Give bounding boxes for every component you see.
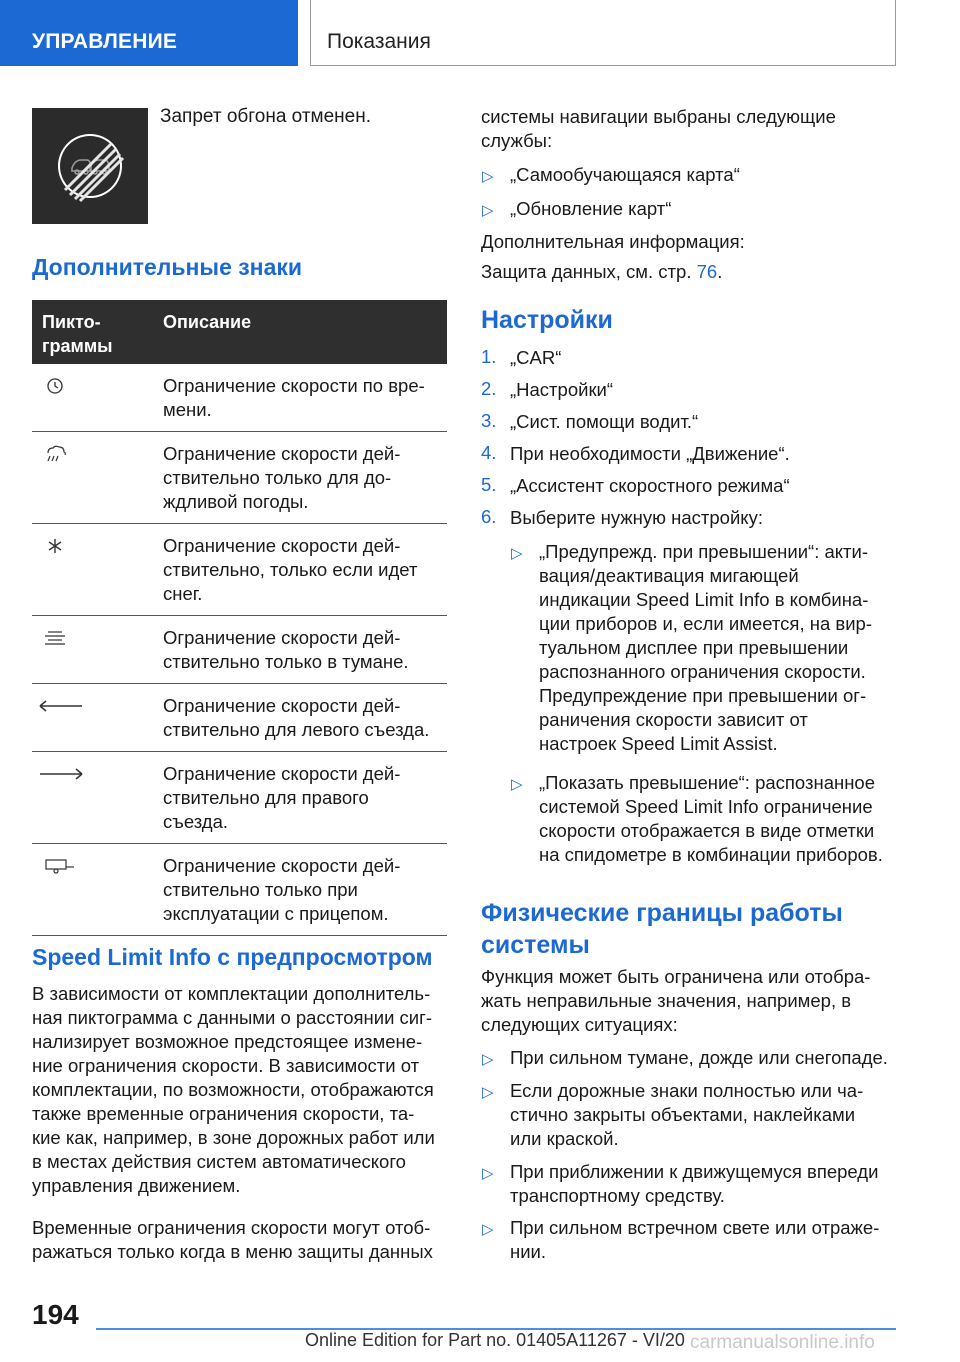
text-line: на спидометре в комбинации приборов. (539, 844, 883, 865)
bullet-triangle-icon: ▷ (482, 1221, 494, 1238)
sign-caption: Запрет обгона отменен. (160, 106, 371, 127)
step-number: 5. (481, 474, 497, 495)
text-line: При приближении к движущемуся впереди (510, 1161, 879, 1182)
text-line: транспортному средству. (510, 1185, 725, 1206)
text-line: распознанного ограничения скорости. (539, 661, 866, 682)
row-text-line: Ограничение скорости дей- (163, 535, 401, 556)
row-text-line: ствительно для правого (163, 787, 369, 808)
text-line: системы навигации выбраны следующие (481, 106, 836, 127)
column-header-description: Описание (163, 312, 252, 332)
row-text-line: ствительно только в тумане. (163, 651, 409, 672)
list-item (510, 1079, 863, 1151)
table-row (32, 616, 447, 684)
trailer-icon (40, 856, 80, 876)
speed-limit-paragraph-1 (32, 982, 452, 1198)
table-row (32, 684, 447, 752)
text-line: скорости отображается в виде отметки (539, 820, 875, 841)
additional-signs-table (32, 300, 447, 936)
table-row (32, 844, 447, 936)
row-text-line: эксплуатации с прицепом. (163, 903, 389, 924)
row-text-line: снег. (163, 583, 203, 604)
table-row (32, 524, 447, 616)
list-item: „Обновление карт“ (510, 198, 672, 219)
text-line: Функция может быть ограничена или отобра- (481, 966, 871, 987)
speed-limit-paragraph-2 (32, 1216, 452, 1264)
text-line: ние ограничения скорости. В зависимости от (32, 1055, 420, 1076)
text-line: В зависимости от комплектации дополнитель- (32, 983, 431, 1004)
text-line: ции приборов и, если имеется, на вир- (539, 613, 872, 634)
privacy-end: . (717, 261, 723, 282)
step-number: 6. (481, 506, 497, 527)
speed-limit-info-heading: Speed Limit Info с предпросмотром (32, 944, 433, 970)
edition-text: Online Edition for Part no. 01405A11267 - VI/20 (305, 1330, 685, 1350)
page-link[interactable]: 76 (696, 261, 718, 282)
text-line: „Показать превышение“: распознанное (539, 772, 875, 793)
text-line: стично закрыты объектами, наклейками (510, 1104, 856, 1125)
text-line: в местах действия систем автоматического (32, 1151, 406, 1172)
text-line: следующих ситуациях: (481, 1014, 678, 1035)
bullet-triangle-icon: ▷ (511, 776, 523, 793)
privacy-reference (481, 260, 896, 284)
step-number: 2. (481, 378, 497, 399)
row-text-line: Ограничение скорости дей- (163, 443, 401, 464)
row-text-line: ждливой погоды. (163, 491, 309, 512)
continued-paragraph (481, 105, 896, 153)
rain-icon (40, 444, 70, 464)
text-line: кие как, например, в зоне дорожных работ или (32, 1127, 435, 1148)
step-number: 3. (481, 410, 497, 431)
step-text: Выберите нужную настройку: (510, 507, 763, 528)
bullet-triangle-icon: ▷ (482, 1084, 494, 1101)
bullet-triangle-icon: ▷ (482, 168, 494, 185)
step-text: При необходимости „Движение“. (510, 443, 790, 464)
step-number: 4. (481, 442, 497, 463)
bullet-triangle-icon: ▷ (482, 1051, 494, 1068)
text-line: службы: (481, 130, 553, 151)
list-item (539, 771, 899, 867)
text-line: Временные ограничения скорости могут отоб- (32, 1217, 431, 1238)
text-line: нии. (510, 1241, 547, 1262)
text-line: „Предупрежд. при превышении“: акти- (539, 541, 869, 562)
text-line: настроек Speed Limit Assist. (539, 733, 778, 754)
physical-intro (481, 965, 896, 1037)
row-text-line: съезда. (163, 811, 228, 832)
text-line: жать неправильные значения, например, в (481, 990, 852, 1011)
text-line: или краской. (510, 1128, 619, 1149)
step-text: „Сист. помощи водит.“ (510, 411, 699, 432)
settings-heading: Настройки (481, 306, 613, 334)
watermark: carmanualsonline.info (690, 1332, 875, 1353)
step-text: „Ассистент скоростного режима“ (510, 475, 790, 496)
text-line: также временные ограничения скорости, та- (32, 1103, 415, 1124)
bullet-triangle-icon: ▷ (482, 202, 494, 219)
text-line: системой Speed Limit Info ограничение (539, 796, 873, 817)
text-line: управления движением. (32, 1175, 241, 1196)
no-overtaking-end-sign-image (32, 108, 148, 224)
additional-signs-heading: Дополнительные знаки (32, 254, 303, 280)
text-line: При сильном тумане, дожде или снегопаде. (510, 1047, 888, 1068)
snowflake-icon (40, 536, 70, 556)
table-row (32, 752, 447, 844)
text-line: туальном дисплее при превышении (539, 637, 849, 658)
row-text-line: Ограничение скорости дей- (163, 627, 401, 648)
bullet-triangle-icon: ▷ (482, 1165, 494, 1182)
list-item (510, 1046, 888, 1070)
row-text-line: ствительно только для до- (163, 467, 392, 488)
bullet-triangle-icon: ▷ (511, 545, 523, 562)
list-item (510, 1216, 879, 1264)
row-text-line: ствительно, только если идет (163, 559, 418, 580)
text-line: Предупреждение при превышении ог- (539, 685, 867, 706)
table-row (32, 432, 447, 524)
text-line: нализирует возможное предстоящее измене- (32, 1031, 423, 1052)
privacy-text: Защита данных, см. стр. (481, 261, 692, 282)
section-tab: УПРАВЛЕНИЕ (0, 0, 298, 66)
chapter-title: Показания (310, 0, 896, 66)
text-line: вация/деактивация мигающей (539, 565, 799, 586)
row-text-line: Ограничение скорости дей- (163, 763, 401, 784)
list-item (510, 1160, 878, 1208)
step-number: 1. (481, 346, 497, 367)
clock-icon (40, 376, 70, 396)
table-row (32, 364, 447, 432)
fog-icon (40, 628, 70, 648)
page-number: 194 (32, 1299, 79, 1330)
physical-limits-heading: Физические границы работы системы (481, 899, 843, 959)
text-line: ражаться только когда в меню защиты данных (32, 1241, 433, 1262)
row-text-line: Ограничение скорости дей- (163, 695, 401, 716)
arrow-left-icon (36, 696, 86, 716)
row-text-line: ствительно только при (163, 879, 358, 900)
text-line: комплектации, по возможности, отображаются (32, 1079, 434, 1100)
text-line: раничения скорости зависит от (539, 709, 808, 730)
row-text-line: мени. (163, 399, 212, 420)
column-header-pictograms: Пикто- граммы (42, 312, 113, 356)
row-text-line: Ограничение скорости по вре- (163, 375, 425, 396)
step-text: „CAR“ (510, 347, 562, 368)
table-header (32, 300, 447, 364)
arrow-right-icon (36, 764, 86, 784)
text-line: Если дорожные знаки полностью или ча- (510, 1080, 864, 1101)
row-text-line: Ограничение скорости дей- (163, 855, 401, 876)
list-item: „Самообучающаяся карта“ (510, 164, 740, 185)
text-line: При сильном встречном свете или отраже- (510, 1217, 880, 1238)
text-line: ная пиктограмма с данными о расстоянии сиг- (32, 1007, 433, 1028)
text-line: индикации Speed Limit Info в комбина- (539, 589, 869, 610)
more-info-label: Дополнительная информация: (481, 231, 745, 252)
step-text: „Настройки“ (510, 379, 614, 400)
row-text-line: ствительно для левого съезда. (163, 719, 430, 740)
list-item (539, 540, 899, 756)
